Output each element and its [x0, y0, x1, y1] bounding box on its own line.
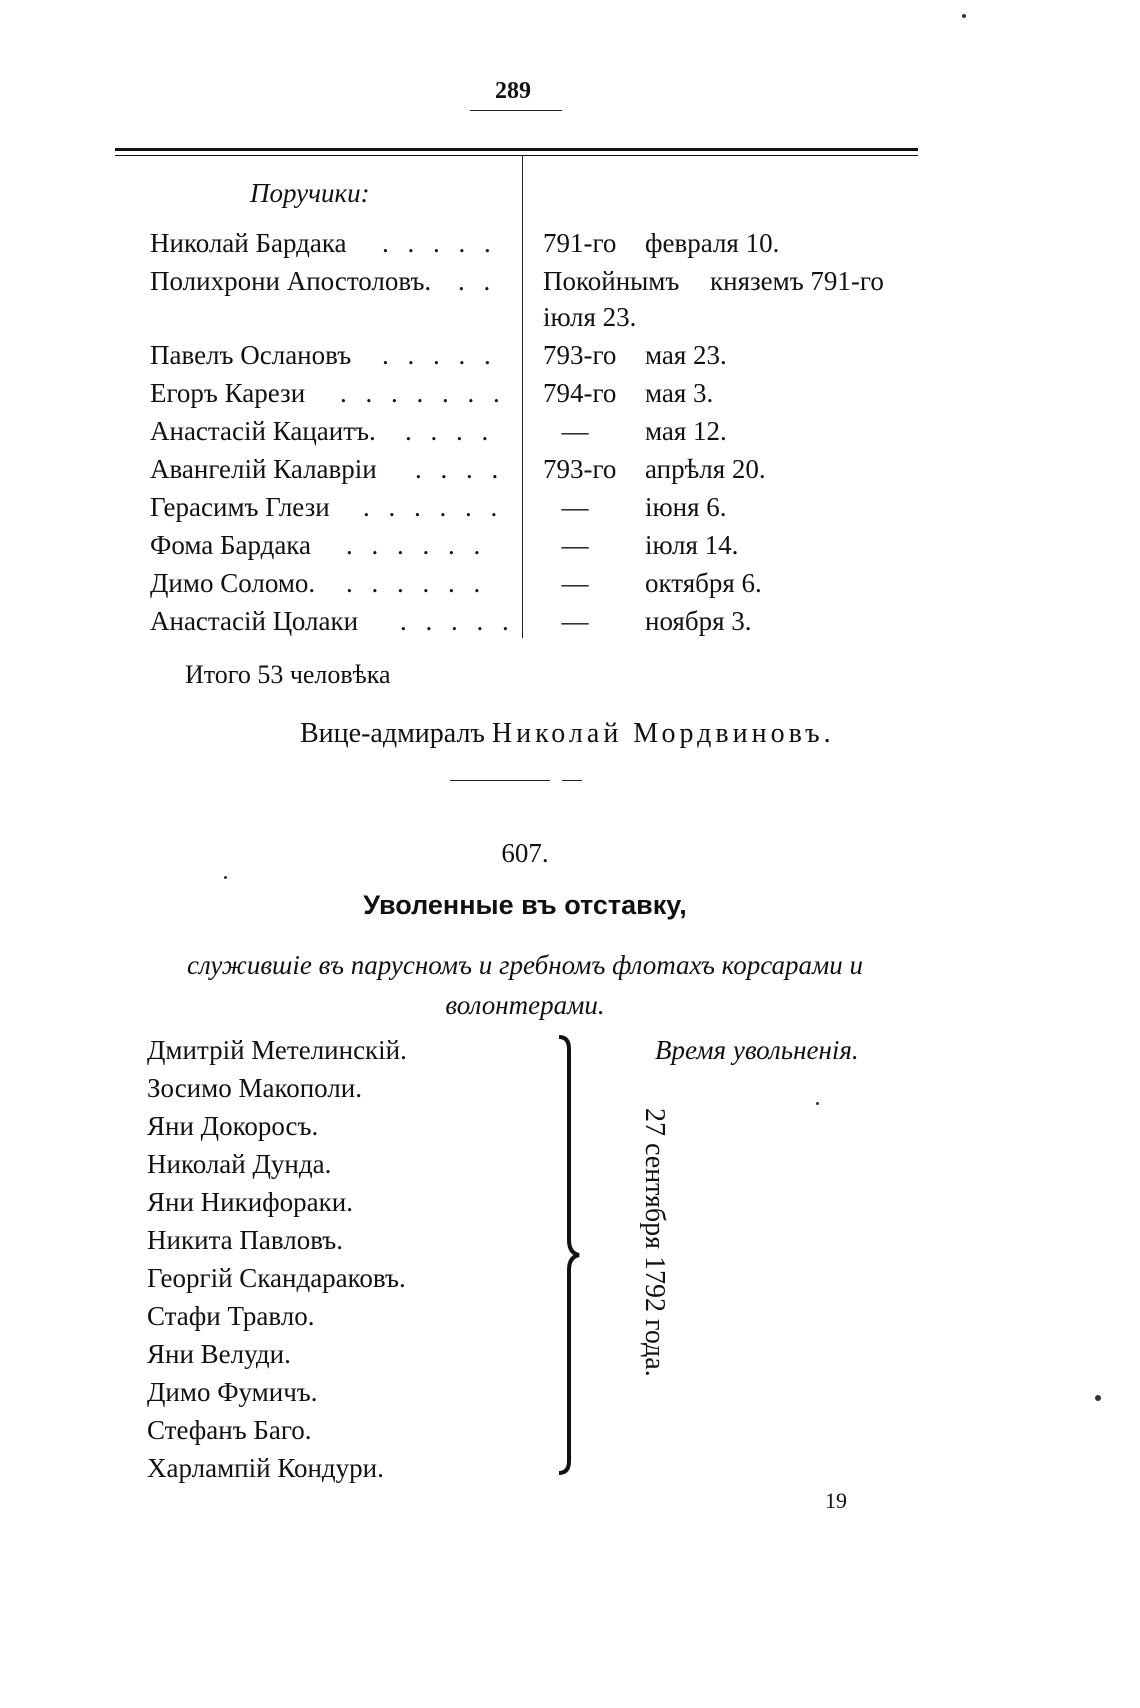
officer-name: Анастасій Цолаки: [150, 606, 359, 636]
leader-dots: . .: [458, 266, 497, 296]
dismissed-name: Георгій Скандараковъ.: [147, 1263, 406, 1293]
total-line: Итого 53 человѣка: [185, 660, 391, 689]
officer-name: Егоръ Карези: [150, 378, 306, 408]
officer-row: [150, 228, 930, 264]
officer-date: ноября 3.: [645, 606, 752, 636]
officer-name: Анастасій Кацаитъ.: [150, 416, 376, 446]
officer-name: Авангелій Калавріи: [150, 454, 377, 484]
signature-mark: 19: [825, 1488, 847, 1513]
officer-name: Фома Бардака: [150, 530, 311, 560]
officer-row: [150, 340, 930, 376]
officer-date: мая 3.: [645, 378, 714, 408]
leader-dots: . . . . .: [382, 340, 497, 370]
officer-date: апрѣля 20.: [645, 454, 766, 484]
ditto-dash: —: [561, 530, 589, 560]
time-header: Время увольненія.: [655, 1035, 859, 1065]
leader-dots: . . . .: [405, 416, 495, 446]
officer-date: февраля 10.: [645, 228, 780, 258]
document-title: Уволенные въ отставку,: [363, 890, 687, 920]
officer-name: Герасимъ Глези: [150, 492, 330, 522]
page-number: 289: [495, 78, 531, 104]
officer-date: іюля 14.: [645, 530, 739, 560]
leader-dots: . . . .: [415, 454, 505, 484]
officer-row: [150, 530, 930, 566]
officer-row: [150, 266, 930, 332]
signature-title: Вице-адмиралъ: [300, 718, 485, 749]
officer-year: 794-го: [543, 378, 617, 408]
officer-date: мая 23.: [645, 340, 727, 370]
signature-name: Николай Мордвиновъ.: [491, 718, 835, 749]
officer-date: княземъ 791-го: [710, 266, 884, 296]
page-number-underline: [470, 110, 562, 111]
dismissed-name: Зосимо Макополи.: [147, 1073, 362, 1103]
dismissed-name: Яни Докоросъ.: [147, 1111, 319, 1141]
leader-dots: . . . . .: [382, 228, 497, 258]
dismissed-name: Стафи Травло.: [147, 1301, 315, 1331]
officer-row: [150, 568, 930, 604]
ditto-dash: —: [561, 416, 589, 446]
officer-name: Павелъ Ослановъ: [150, 340, 352, 370]
officer-row: [150, 606, 930, 642]
section-heading: Поручики:: [250, 178, 370, 208]
dismissed-name: Никита Павловъ.: [147, 1225, 344, 1255]
officer-date: мая 12.: [645, 416, 727, 446]
dismissed-name: Яни Никифораки.: [147, 1187, 353, 1217]
dismissal-date: 27 сентября 1792 года.: [639, 1108, 670, 1377]
ditto-dash: —: [561, 606, 589, 636]
document-subtitle: служившіе въ парусномъ и гребномъ флотахъ корсарами и волонтерами.: [187, 950, 863, 1020]
officer-row: [150, 378, 930, 414]
document-number: 607.: [501, 838, 549, 868]
ditto-dash: —: [561, 492, 589, 522]
leader-dots: . . . . . . .: [340, 378, 506, 408]
dismissed-name: Стефанъ Баго.: [147, 1415, 312, 1445]
header-rule-thin: [115, 155, 918, 156]
officer-date: октября 6.: [645, 568, 762, 598]
officer-year: 791-го: [543, 228, 617, 258]
officer-date: іюня 6.: [645, 492, 727, 522]
officer-row: [150, 492, 930, 528]
header-rule-thick: [115, 148, 918, 151]
separator-rule: [450, 780, 550, 781]
officer-name: Николай Бардака: [150, 228, 347, 258]
leader-dots: . . . . .: [400, 606, 515, 636]
print-speck: [816, 1102, 819, 1105]
officer-year: Покойнымъ: [543, 266, 680, 296]
dismissed-name: Дмитрій Метелинскій.: [147, 1035, 407, 1065]
leader-dots: . . . . . .: [346, 568, 487, 598]
dismissed-name: Харлампій Кондури.: [147, 1453, 384, 1483]
officer-row: [150, 416, 930, 452]
officer-name: Полихрони Апостоловъ.: [150, 266, 432, 296]
dismissed-name: Димо Фумичъ.: [147, 1377, 318, 1407]
signature-line: [300, 718, 835, 750]
print-speck: [224, 876, 227, 879]
officer-row: [150, 454, 930, 490]
separator-rule-tail: [562, 780, 582, 781]
dismissed-name: Яни Велуди.: [147, 1339, 291, 1369]
officer-name: Димо Соломо.: [150, 568, 316, 598]
print-speck: [1095, 1395, 1101, 1401]
dismissed-name: Николай Дунда.: [147, 1149, 332, 1179]
leader-dots: . . . . . .: [363, 492, 504, 522]
ditto-dash: —: [561, 568, 589, 598]
print-speck: [962, 14, 966, 18]
officer-date-continued: іюля 23.: [543, 302, 637, 332]
right-curly-brace: [555, 1035, 595, 1475]
leader-dots: . . . . . .: [346, 530, 487, 560]
officer-year: 793-го: [543, 454, 617, 484]
officer-year: 793-го: [543, 340, 617, 370]
